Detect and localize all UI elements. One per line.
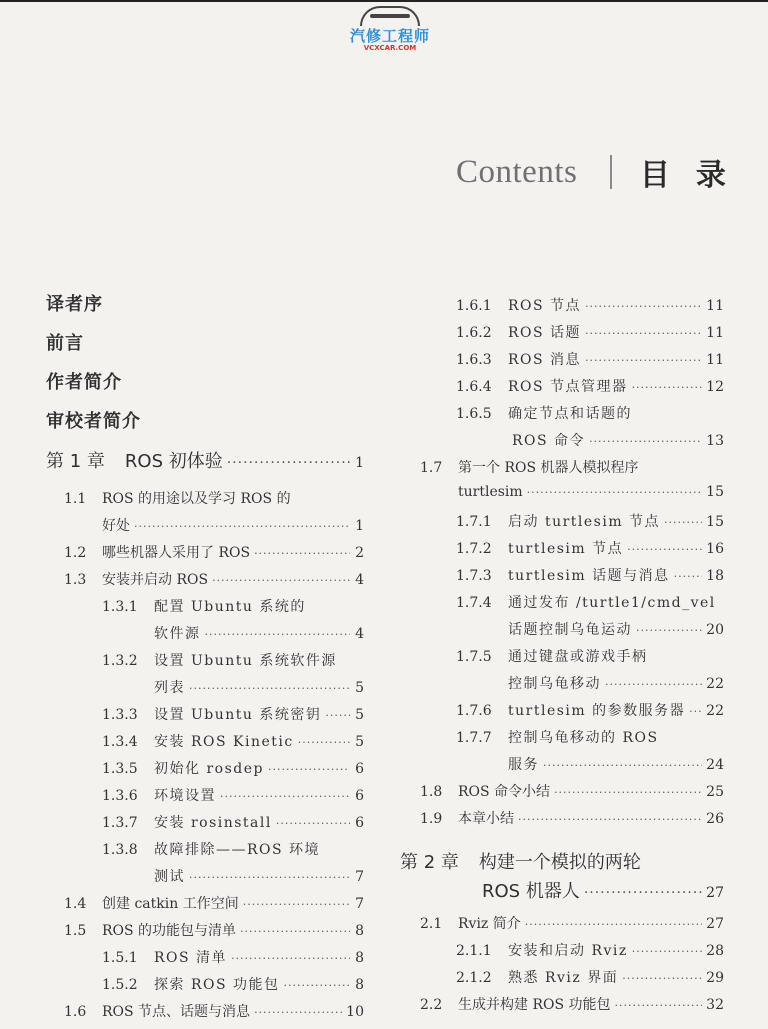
- leader-dots: [585, 354, 702, 367]
- toc-subsection-1-6-5[interactable]: [456, 403, 724, 423]
- page-number: 16: [706, 541, 724, 557]
- section-number: 1.7.6: [456, 703, 492, 719]
- toc-section-2-2[interactable]: [420, 994, 724, 1014]
- section-number: 1.6: [64, 1004, 87, 1020]
- leader-dots: [689, 705, 702, 718]
- leader-dots: [527, 486, 703, 499]
- leader-dots: [254, 547, 350, 560]
- page-number: 13: [706, 433, 724, 449]
- entry-title: ROS 命令: [512, 433, 586, 449]
- toc-section-1-1[interactable]: [64, 488, 364, 508]
- leader-dots: [134, 520, 350, 533]
- section-number: 1.7.2: [456, 541, 492, 557]
- page-number: 15: [706, 484, 724, 500]
- toc-section-1-2[interactable]: [64, 542, 364, 562]
- entry-title: 创建 catkin 工作空间: [102, 896, 239, 912]
- entry-title: 哪些机器人采用了 ROS: [102, 545, 251, 561]
- section-number: 1.7.4: [456, 595, 492, 611]
- toc-section-1-7[interactable]: [420, 457, 724, 477]
- toc-subsection-1-3-5[interactable]: [102, 758, 364, 778]
- section-number: 1.5.2: [102, 977, 138, 993]
- page-number: 27: [706, 916, 724, 932]
- section-number: 1.5.1: [102, 950, 138, 966]
- section-number: 1.3.5: [102, 761, 138, 777]
- entry-title: 本章小结: [458, 811, 514, 827]
- toc-subsection-1-7-5-cont[interactable]: [508, 673, 724, 693]
- page-number: 12: [706, 379, 724, 395]
- page-number: 10: [346, 1004, 364, 1020]
- leader-dots: [189, 871, 350, 884]
- entry-title: 译者序: [46, 294, 103, 315]
- watermark-logo: [340, 4, 440, 50]
- page-number: 6: [355, 815, 364, 831]
- section-number: 1.7.1: [456, 514, 492, 530]
- page-number: 1: [355, 455, 364, 471]
- page-number: 32: [706, 997, 724, 1013]
- section-number: 1.7.7: [456, 730, 492, 746]
- page-number: 4: [355, 572, 364, 588]
- entry-title: turtlesim 话题与消息: [508, 568, 670, 584]
- page-number: 4: [355, 626, 364, 642]
- leader-dots: [189, 682, 350, 695]
- entry-title: 熟悉 Rviz 界面: [508, 970, 619, 986]
- entry-title: 测试: [154, 869, 185, 885]
- entry-title: ROS 节点、话题与消息: [102, 1004, 251, 1020]
- page-number: 22: [706, 703, 724, 719]
- section-number: 1.7: [420, 460, 443, 476]
- toc-section-1-1-cont[interactable]: [102, 515, 364, 535]
- car-logo-icon: [360, 6, 420, 26]
- contents-title-en: Contents: [456, 153, 578, 190]
- entry-title: ROS 的用途以及学习 ROS 的: [102, 491, 291, 507]
- section-number: 1.2: [64, 545, 87, 561]
- page-number: 5: [355, 680, 364, 696]
- page-number: 6: [355, 761, 364, 777]
- toc-section-1-4[interactable]: [64, 893, 364, 913]
- entry-title: 安装 ROS Kinetic: [154, 734, 294, 750]
- toc-subsection-1-3-1-cont[interactable]: [154, 623, 364, 643]
- toc-subsection-1-3-8[interactable]: [102, 839, 364, 859]
- section-number: 1.6.3: [456, 352, 492, 368]
- entry-title: 话题控制乌龟运动: [508, 622, 632, 638]
- leader-dots: [585, 300, 702, 313]
- entry-title: 启动 turtlesim 节点: [508, 514, 661, 530]
- entry-title: turtlesim 节点: [508, 541, 624, 557]
- page-number: 8: [355, 977, 364, 993]
- leader-dots: [276, 817, 350, 830]
- entry-title: 设置 Ubuntu 系统软件源: [154, 653, 337, 669]
- entry-title: 作者简介: [46, 372, 122, 393]
- toc-section-2-1[interactable]: [420, 913, 724, 933]
- entry-title: 通过键盘或游戏手柄: [508, 649, 648, 665]
- page-number: 6: [355, 788, 364, 804]
- leader-dots: [589, 435, 702, 448]
- toc-subsection-1-7-2[interactable]: [456, 538, 724, 558]
- section-number: 1.5: [64, 923, 87, 939]
- toc-front-about-authors[interactable]: [46, 368, 364, 394]
- section-number: 1.3.2: [102, 653, 138, 669]
- page-number: 27: [706, 885, 724, 901]
- leader-dots: [284, 979, 350, 992]
- page-number: 11: [706, 352, 724, 368]
- toc-subsection-1-5-1[interactable]: [102, 947, 364, 967]
- entry-title: ROS 消息: [508, 352, 582, 368]
- toc-front-preface[interactable]: [46, 329, 364, 355]
- leader-dots: [205, 628, 351, 641]
- contents-heading: [456, 150, 752, 194]
- section-number: 1.3.7: [102, 815, 138, 831]
- toc-subsection-1-6-5-cont[interactable]: [512, 430, 724, 450]
- page-number: 5: [355, 707, 364, 723]
- section-number: 2.2: [420, 997, 443, 1013]
- toc-subsection-1-7-4[interactable]: [456, 592, 724, 612]
- page-number: 20: [706, 622, 724, 638]
- toc-section-1-3[interactable]: [64, 569, 364, 589]
- entry-title: 环境设置: [154, 788, 216, 804]
- section-number: 1.6.1: [456, 298, 492, 314]
- leader-dots: [268, 763, 350, 776]
- entry-title: 探索 ROS 功能包: [154, 977, 280, 993]
- entry-title: 前言: [46, 333, 84, 354]
- leader-dots: [254, 1006, 342, 1019]
- entry-title: 软件源: [154, 626, 201, 642]
- leader-dots: [605, 678, 702, 691]
- leader-dots: [674, 570, 703, 583]
- toc-subsection-1-5-2[interactable]: [102, 974, 364, 994]
- entry-title: 审校者简介: [46, 411, 141, 432]
- toc-subsection-1-7-5[interactable]: [456, 646, 724, 666]
- toc-chapter-1[interactable]: [46, 447, 364, 473]
- entry-title: 控制乌龟移动的 ROS: [508, 730, 659, 746]
- section-number: 1.4: [64, 896, 87, 912]
- toc-subsection-1-7-3[interactable]: [456, 565, 724, 585]
- section-number: 2.1: [420, 916, 443, 932]
- entry-title: 安装和启动 Rviz: [508, 943, 628, 959]
- leader-dots: [585, 327, 702, 340]
- toc-subsection-1-3-3[interactable]: [102, 704, 364, 724]
- toc-section-1-8[interactable]: [420, 781, 724, 801]
- page-number: 2: [355, 545, 364, 561]
- leader-dots: [664, 516, 702, 529]
- entry-title: 第一个 ROS 机器人模拟程序: [458, 460, 639, 476]
- page-top-border: [0, 0, 768, 2]
- toc-subsection-1-7-6[interactable]: [456, 700, 724, 720]
- page-number: 26: [706, 811, 724, 827]
- toc-subsection-1-6-2[interactable]: [456, 322, 724, 342]
- page-number: 11: [706, 325, 724, 341]
- entry-title: 列表: [154, 680, 185, 696]
- toc-subsection-1-7-4-cont[interactable]: [508, 619, 724, 639]
- entry-title: turtlesim: [458, 484, 523, 500]
- toc-subsection-1-3-6[interactable]: [102, 785, 364, 805]
- section-number: 1.6.2: [456, 325, 492, 341]
- entry-title: ROS 节点: [508, 298, 582, 314]
- page-number: 15: [706, 514, 724, 530]
- section-number: 1.9: [420, 811, 443, 827]
- leader-dots: [584, 885, 702, 901]
- entry-title: 好处: [102, 518, 130, 534]
- entry-title: turtlesim 的参数服务器: [508, 703, 686, 719]
- section-number: 1.3.6: [102, 788, 138, 804]
- leader-dots: [627, 543, 702, 556]
- page-number: 28: [706, 943, 724, 959]
- leader-dots: [212, 574, 350, 587]
- title-divider: [610, 155, 612, 189]
- page-number: 5: [355, 734, 364, 750]
- leader-dots: [231, 952, 350, 965]
- contents-title-cn: 目录: [639, 158, 752, 193]
- entry-title: 通过发布 /turtle1/cmd_vel: [508, 595, 716, 611]
- section-number: 1.3.8: [102, 842, 138, 858]
- entry-title: 安装 rosinstall: [154, 815, 272, 831]
- entry-title: ROS 机器人: [482, 881, 580, 902]
- chapter-number: 第 2 章: [400, 852, 459, 873]
- section-number: 1.8: [420, 784, 443, 800]
- watermark-cn: 汽修工程师: [349, 27, 430, 45]
- leader-dots: [518, 813, 702, 826]
- leader-dots: [220, 790, 350, 803]
- toc-section-1-6[interactable]: [64, 1001, 364, 1021]
- toc-front-about-reviewers[interactable]: [46, 407, 364, 433]
- toc-subsection-2-1-1[interactable]: [456, 940, 724, 960]
- entry-title: 生成并构建 ROS 功能包: [458, 997, 611, 1013]
- entry-title: 设置 Ubuntu 系统密钥: [154, 707, 322, 723]
- entry-title: 构建一个模拟的两轮: [478, 852, 641, 873]
- entry-title: 确定节点和话题的: [508, 406, 632, 422]
- entry-title: Rviz 简介: [458, 916, 521, 932]
- toc-subsection-2-1-2[interactable]: [456, 967, 724, 987]
- page-number: 24: [706, 757, 724, 773]
- leader-dots: [243, 898, 350, 911]
- toc-subsection-1-3-7[interactable]: [102, 812, 364, 832]
- entry-title: 故障排除——ROS 环境: [154, 842, 321, 858]
- toc-section-1-7-cont[interactable]: [458, 484, 724, 500]
- leader-dots: [636, 624, 702, 637]
- section-number: 1.1: [64, 491, 87, 507]
- section-number: 1.7.5: [456, 649, 492, 665]
- leader-dots: [298, 736, 350, 749]
- leader-dots: [622, 972, 702, 985]
- leader-dots: [615, 999, 703, 1012]
- toc-subsection-1-7-7[interactable]: [456, 727, 724, 747]
- page-number: 7: [355, 869, 364, 885]
- section-number: 1.3.3: [102, 707, 138, 723]
- section-number: 1.6.4: [456, 379, 492, 395]
- toc-subsection-1-3-4[interactable]: [102, 731, 364, 751]
- entry-title: ROS 的功能包与清单: [102, 923, 237, 939]
- leader-dots: [227, 455, 350, 471]
- toc-subsection-1-3-8-cont[interactable]: [154, 866, 364, 886]
- entry-title: ROS 节点管理器: [508, 379, 628, 395]
- toc-subsection-1-7-1[interactable]: [456, 511, 724, 531]
- section-number: 1.3: [64, 572, 87, 588]
- section-number: 1.3.1: [102, 599, 138, 615]
- section-number: 1.3.4: [102, 734, 138, 750]
- page-number: 11: [706, 298, 724, 314]
- page-number: 1: [355, 518, 364, 534]
- toc-subsection-1-6-1[interactable]: [456, 295, 724, 315]
- toc-subsection-1-3-2[interactable]: [102, 650, 364, 670]
- entry-title: ROS 话题: [508, 325, 582, 341]
- toc-subsection-1-6-3[interactable]: [456, 349, 724, 369]
- toc-subsection-1-3-1[interactable]: [102, 596, 364, 616]
- watermark-en: VCXCAR.COM: [363, 44, 417, 52]
- page-number: 8: [355, 923, 364, 939]
- entry-title: 配置 Ubuntu 系统的: [154, 599, 306, 615]
- leader-dots: [554, 786, 702, 799]
- section-number: 1.6.5: [456, 406, 492, 422]
- toc-subsection-1-3-2-cont[interactable]: [154, 677, 364, 697]
- page-number: 22: [706, 676, 724, 692]
- page-number: 8: [355, 950, 364, 966]
- entry-title: 安装并启动 ROS: [102, 572, 209, 588]
- leader-dots: [632, 381, 703, 394]
- leader-dots: [325, 709, 350, 722]
- toc-chapter-2[interactable]: [400, 848, 724, 874]
- entry-title: ROS 清单: [154, 950, 228, 966]
- toc-chapter-2-cont[interactable]: [482, 877, 724, 903]
- leader-dots: [543, 759, 702, 772]
- toc-section-1-5[interactable]: [64, 920, 364, 940]
- entry-title: 控制乌龟移动: [508, 676, 601, 692]
- page-number: 25: [706, 784, 724, 800]
- entry-title: ROS 命令小结: [458, 784, 551, 800]
- leader-dots: [240, 925, 350, 938]
- chapter-number: 第 1 章: [46, 451, 105, 472]
- toc-section-1-9[interactable]: [420, 808, 724, 828]
- entry-title: 服务: [508, 757, 539, 773]
- page-number: 18: [706, 568, 724, 584]
- entry-title: 初始化 rosdep: [154, 761, 264, 777]
- toc-subsection-1-6-4[interactable]: [456, 376, 724, 396]
- toc-subsection-1-7-7-cont[interactable]: [508, 754, 724, 774]
- leader-dots: [632, 945, 702, 958]
- section-number: 2.1.1: [456, 943, 492, 959]
- section-number: 1.7.3: [456, 568, 492, 584]
- leader-dots: [525, 918, 702, 931]
- page-number: 29: [706, 970, 724, 986]
- section-number: 2.1.2: [456, 970, 492, 986]
- page-number: 7: [355, 896, 364, 912]
- toc-front-translator-preface[interactable]: [46, 290, 364, 316]
- entry-title: ROS 初体验: [124, 451, 223, 472]
